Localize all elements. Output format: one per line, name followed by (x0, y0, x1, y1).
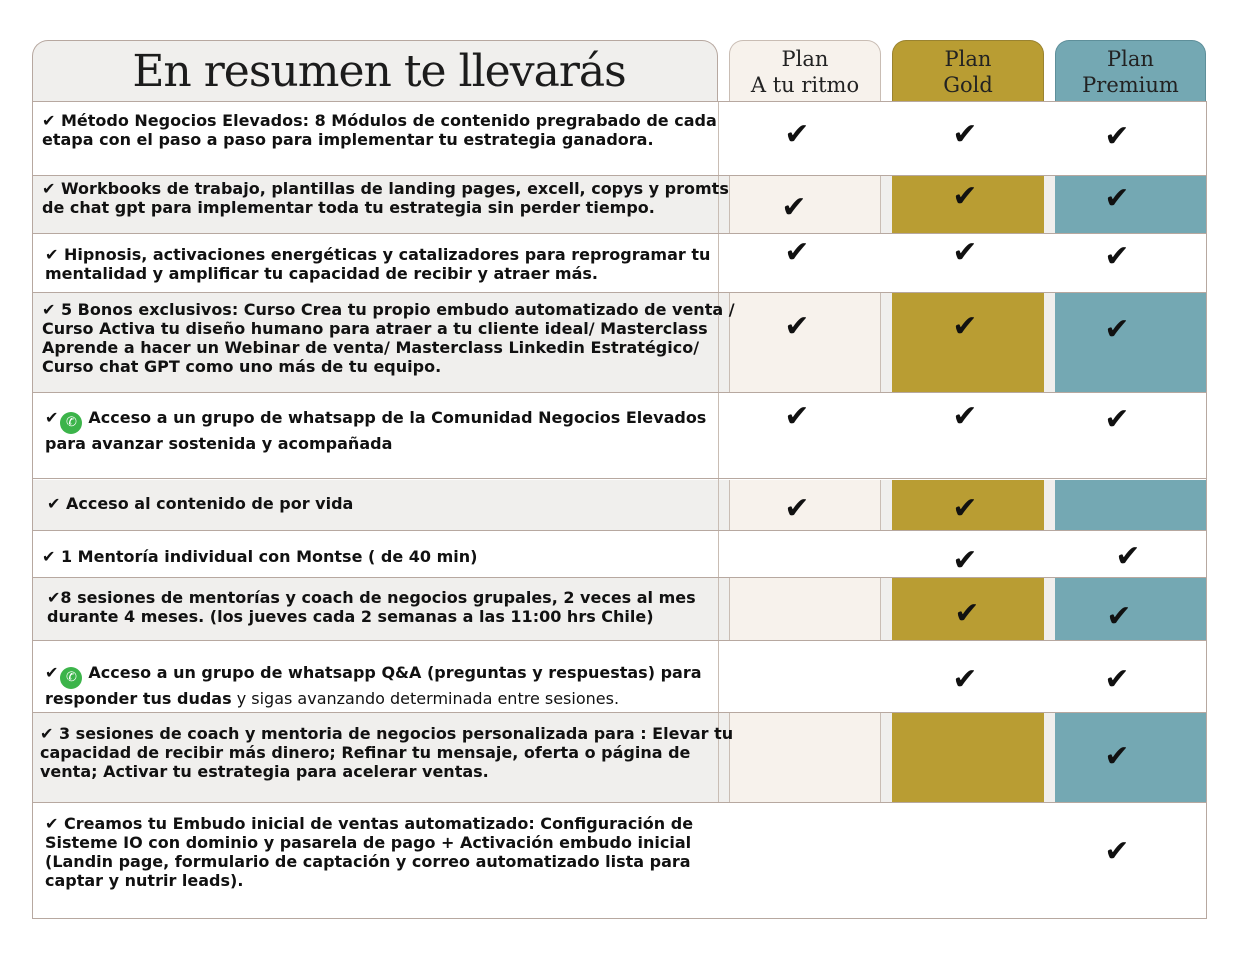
feature-text: ✔8 sesiones de mentorías y coach de negocios grupales, 2 veces al mes durante 4 meses. (los jueves cada 2 semanas a las 11:00 hrs Chile) (47, 588, 696, 626)
check-icon: ✔ (784, 235, 810, 270)
check-icon: ✔ (952, 491, 978, 526)
check-icon: ✔ (781, 190, 807, 225)
check-icon: ✔ (1104, 239, 1130, 274)
check-icon: ✔ (1115, 539, 1141, 574)
row-divider (32, 392, 1207, 393)
whatsapp-icon: ✆ (60, 412, 82, 434)
check-icon: ✔ (1104, 739, 1130, 774)
check-icon: ✔ (952, 543, 978, 578)
feature-text: ✔ Acceso al contenido de por vida (47, 494, 354, 513)
feature-text-group (45, 663, 735, 708)
feature-text: ✔ Creamos tu Embudo inicial de ventas automatizado: Configuración de Sisteme IO con dominio y pasarela de pago + Activación embudo inicial (Landin page, formulario de captación y correo automatizado lista para captar y nutrir leads). (45, 814, 694, 890)
plan-header-line1: Plan (781, 46, 829, 71)
feature-text: ✔ 1 Mentoría individual con Montse ( de 40 min) (42, 547, 478, 566)
row-divider (32, 175, 1207, 176)
page-title: En resumen te llevarás (132, 46, 626, 97)
plan-header-a-tu-ritmo (729, 40, 881, 102)
check-icon: ✔ (784, 399, 810, 434)
check-icon: ✔ (784, 309, 810, 344)
check-icon: ✔ (1104, 181, 1130, 216)
plan-header-gold (892, 40, 1044, 102)
feature-text-light: y sigas avanzando determinada entre sesiones. (231, 689, 620, 708)
row-divider (32, 640, 1207, 641)
check-prefix: ✔ (45, 663, 59, 682)
plan-header-line1: Plan (1107, 46, 1154, 71)
feature-text: ✔ 5 Bonos exclusivos: Curso Crea tu propio embudo automatizado de venta / Curso Activa tu diseño humano para atraer a tu cliente ideal/ Masterclass Aprende a hacer un Webinar de venta/ Masterclass Linkedin Estratégico/ Curso chat GPT como uno más de tu equipo. (42, 300, 735, 376)
feature-text: ✔ Workbooks de trabajo, plantillas de landing pages, excell, copys y promts de chat gpt para implementar toda tu estrategia sin perder tiempo. (42, 179, 729, 217)
row-divider (32, 712, 1207, 713)
check-icon: ✔ (1104, 402, 1130, 437)
plan-cell (1055, 480, 1207, 530)
plan-cell (729, 578, 881, 640)
plan-header-premium (1055, 40, 1206, 102)
plan-cell (892, 713, 1044, 802)
check-icon: ✔ (952, 117, 978, 152)
feature-text: Acceso a un grupo de whatsapp de la Comunidad Negocios Elevados para avanzar sostenida y acompañada (45, 408, 707, 453)
plan-cell (729, 713, 881, 802)
row-divider (32, 478, 1207, 479)
row-divider (32, 530, 1207, 531)
plan-header-line1: Plan (944, 46, 992, 71)
check-icon: ✔ (952, 662, 978, 697)
row-divider (32, 577, 1207, 578)
check-icon: ✔ (1106, 599, 1132, 634)
row-divider (32, 233, 1207, 234)
check-icon: ✔ (1104, 834, 1130, 869)
plan-header-line2: Gold (943, 72, 993, 97)
check-icon: ✔ (952, 235, 978, 270)
check-prefix: ✔ (45, 408, 59, 427)
feature-text: ✔ Hipnosis, activaciones energéticas y catalizadores para reprogramar tu mentalidad y amplificar tu capacidad de recibir y atraer más. (45, 245, 711, 283)
check-icon: ✔ (784, 117, 810, 152)
feature-text: Acceso a un grupo de whatsapp Q&A (preguntas y respuestas) para responder tus dudas (45, 663, 702, 708)
row-divider (32, 101, 1207, 102)
plan-header-line2: A tu ritmo (750, 72, 860, 97)
feature-text: ✔ 3 sesiones de coach y mentoria de negocios personalizada para : Elevar tu capacidad de recibir más dinero; Refinar tu mensaje, oferta o página de venta; Activar tu estrategia para acelerar ventas. (40, 724, 734, 781)
check-icon: ✔ (952, 309, 978, 344)
check-icon: ✔ (952, 399, 978, 434)
feature-text: ✔ Método Negocios Elevados: 8 Módulos de contenido pregrabado de cada etapa con el paso a paso para implementar tu estrategia ganadora. (42, 111, 717, 149)
check-icon: ✔ (1104, 312, 1130, 347)
whatsapp-icon: ✆ (60, 667, 82, 689)
row-divider (32, 292, 1207, 293)
check-icon: ✔ (1104, 662, 1130, 697)
row-divider (32, 802, 1207, 803)
check-icon: ✔ (954, 596, 980, 631)
check-icon: ✔ (952, 179, 978, 214)
check-icon: ✔ (1104, 119, 1130, 154)
title-box (32, 40, 718, 102)
check-icon: ✔ (784, 491, 810, 526)
feature-text-group (45, 408, 745, 453)
plan-header-line2: Premium (1082, 72, 1179, 97)
